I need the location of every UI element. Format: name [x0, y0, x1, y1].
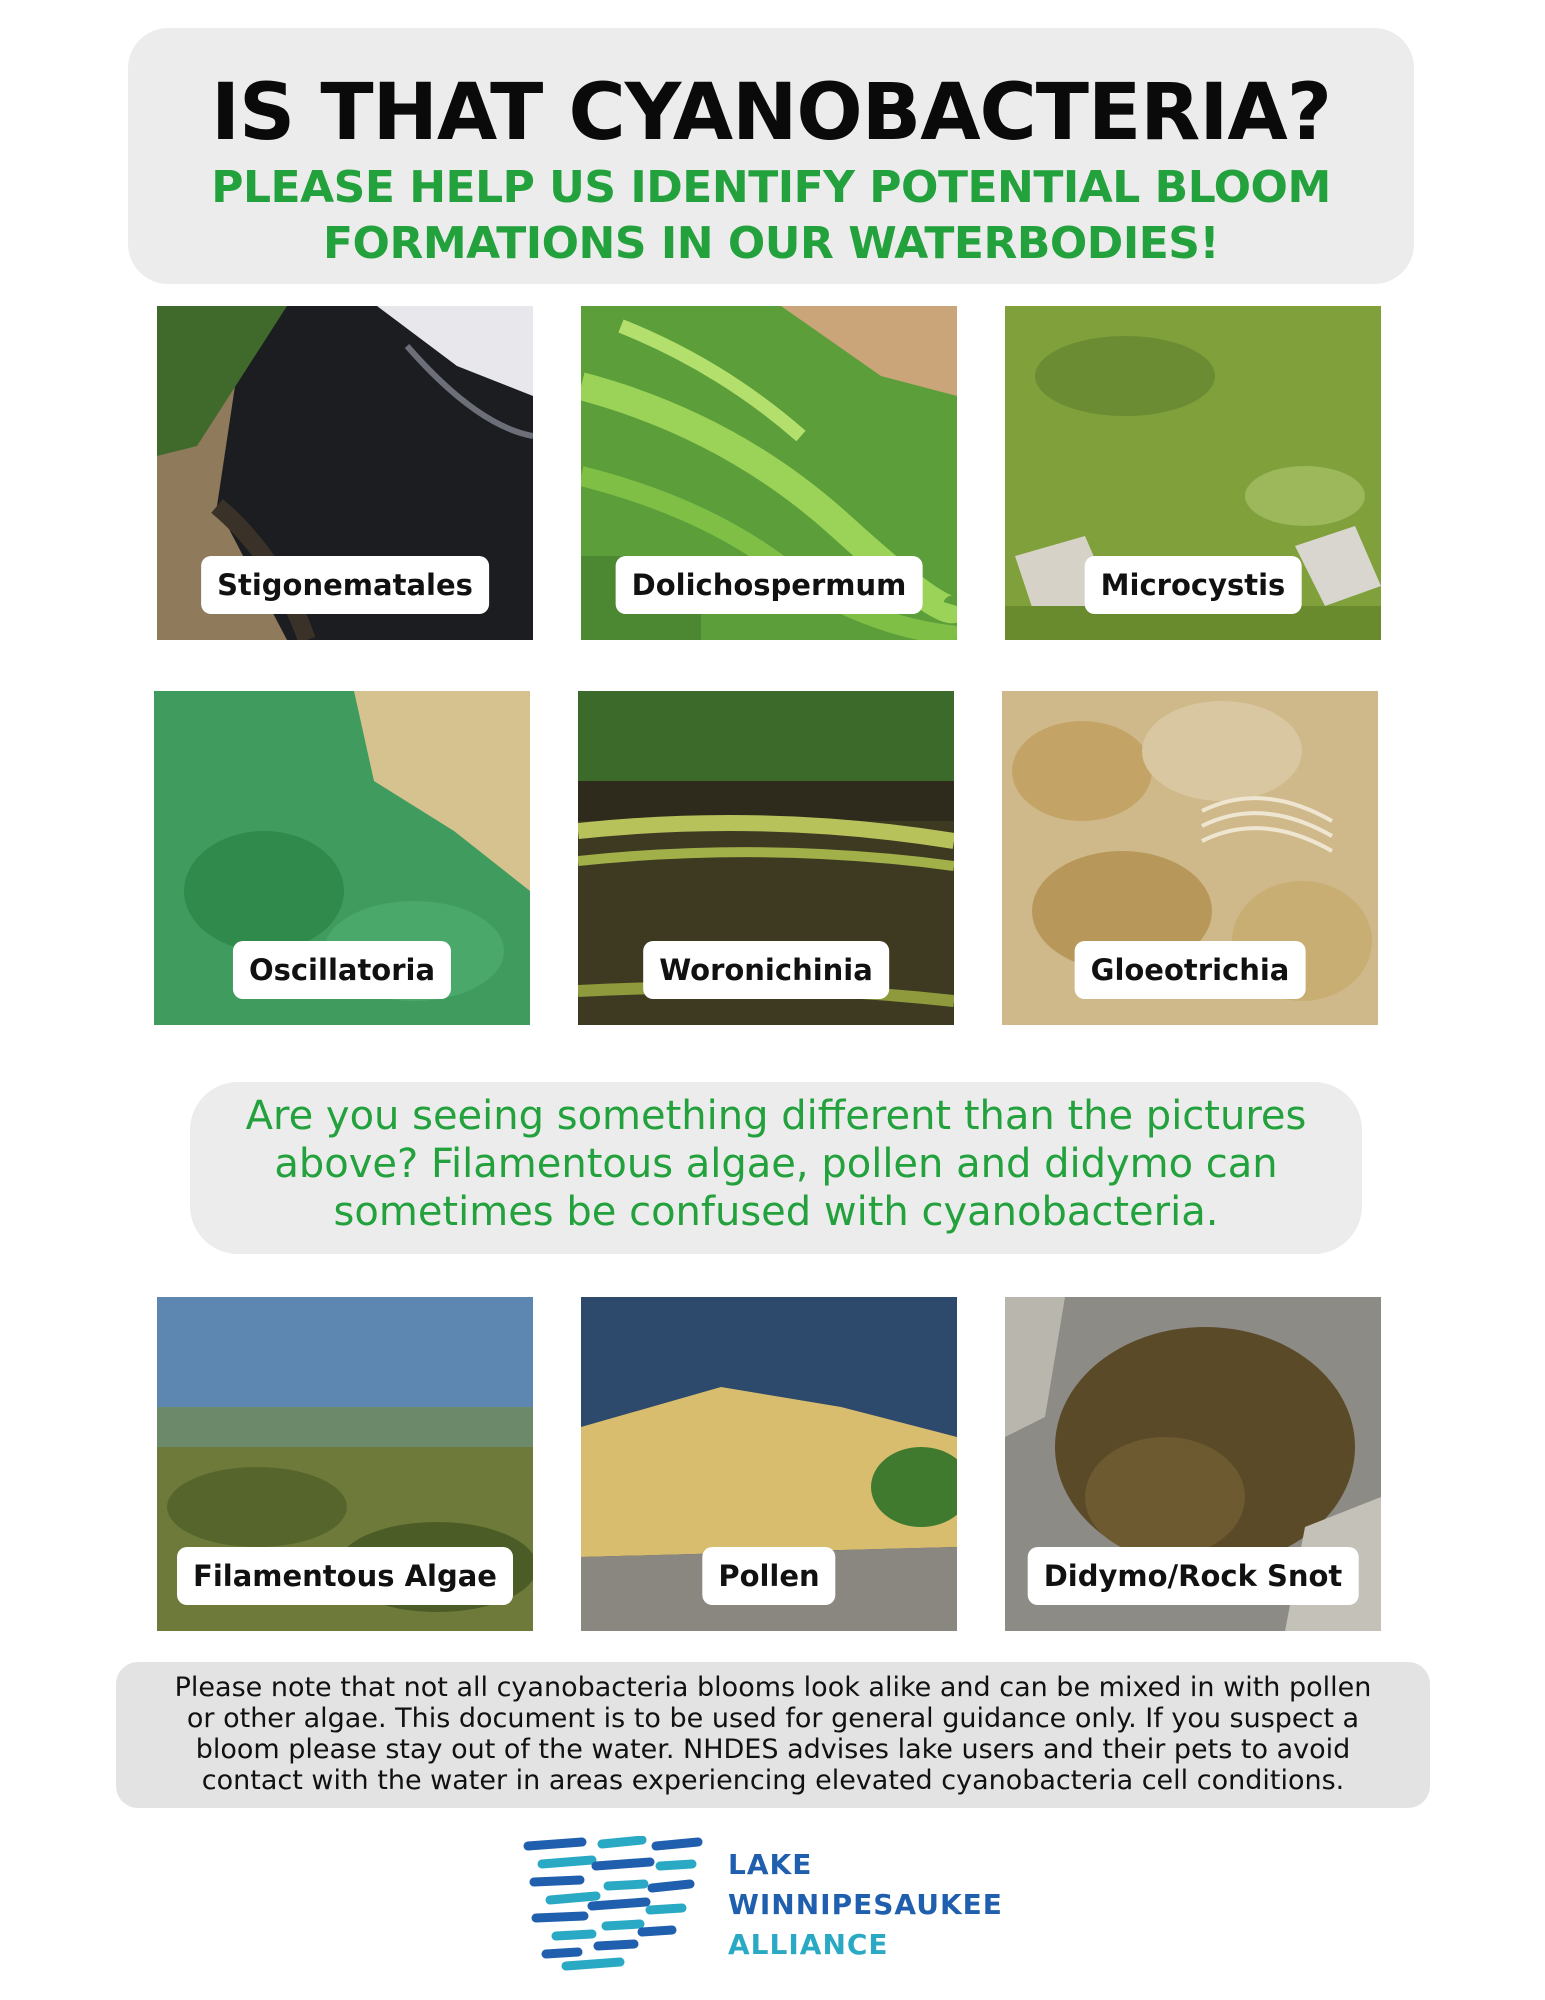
subtitle-line: PLEASE HELP US IDENTIFY POTENTIAL BLOOM: [211, 162, 1331, 213]
photo-label: Stigonematales: [201, 556, 489, 614]
photo-didymo: [1005, 1297, 1381, 1631]
disclaimer-box: [116, 1662, 1430, 1808]
disclaimer-line: contact with the water in areas experiencing elevated cyanobacteria cell conditions.: [201, 1765, 1345, 1796]
page-subtitle: [168, 160, 1374, 272]
subtitle-line: FORMATIONS IN OUR WATERBODIES!: [322, 218, 1220, 269]
photo-microcystis: [1005, 306, 1381, 640]
photo-label: Oscillatoria: [233, 941, 451, 999]
logo-line: LAKE: [728, 1848, 813, 1881]
photo-pollen: [581, 1297, 957, 1631]
photo-stigonematales: [157, 306, 533, 640]
photo-filamentous-algae: [157, 1297, 533, 1631]
lookalike-callout: [190, 1082, 1362, 1254]
photo-label: Dolichospermum: [616, 556, 923, 614]
disclaimer-line: bloom please stay out of the water. NHDES advises lake users and their pets to avoid: [195, 1734, 1351, 1765]
logo-line: WINNIPESAUKEE: [728, 1888, 1003, 1921]
disclaimer-text: [126, 1672, 1420, 1796]
callout-line: above? Filamentous algae, pollen and didymo can: [274, 1141, 1278, 1187]
callout-line: Are you seeing something different than the pictures: [245, 1093, 1307, 1139]
logo-line: ALLIANCE: [728, 1928, 889, 1961]
photo-label: Filamentous Algae: [177, 1547, 513, 1605]
photo-label: Pollen: [702, 1547, 835, 1605]
photo-gloeotrichia: [1002, 691, 1378, 1025]
header-banner: [128, 28, 1414, 284]
photo-label: Gloeotrichia: [1075, 941, 1306, 999]
alliance-logo-icon: [522, 1836, 704, 1972]
photo-label: Woronichinia: [643, 941, 889, 999]
page-title: IS THAT CYANOBACTERIA?: [211, 68, 1331, 158]
photo-woronichinia: [578, 691, 954, 1025]
lookalike-callout-text: [210, 1092, 1342, 1236]
alliance-logo-text: [728, 1845, 1003, 1965]
disclaimer-line: Please note that not all cyanobacteria blooms look alike and can be mixed in with pollen: [174, 1672, 1372, 1703]
photo-label: Didymo/Rock Snot: [1028, 1547, 1359, 1605]
callout-line: sometimes be confused with cyanobacteria.: [333, 1189, 1219, 1235]
disclaimer-line: or other algae. This document is to be used for general guidance only. If you suspect a: [186, 1703, 1360, 1734]
photo-dolichospermum: [581, 306, 957, 640]
photo-oscillatoria: [154, 691, 530, 1025]
photo-label: Microcystis: [1085, 556, 1302, 614]
